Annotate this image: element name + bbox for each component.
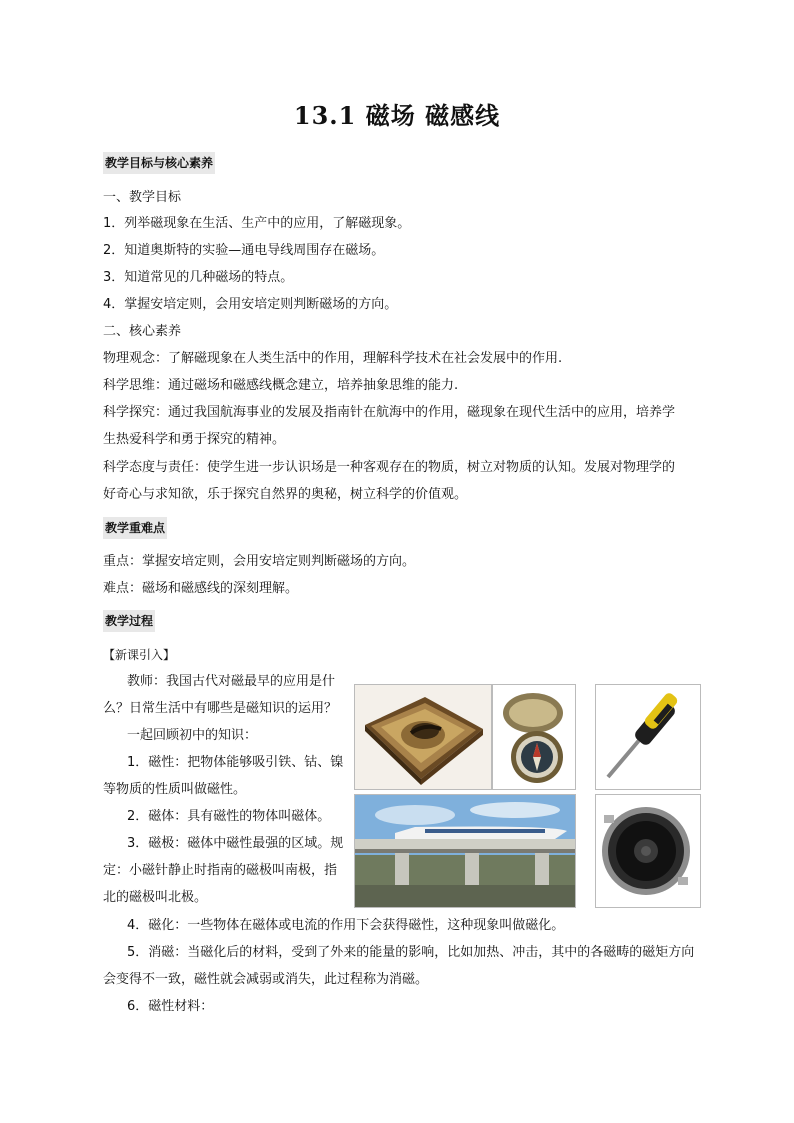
screwdriver-image <box>595 684 701 790</box>
review-intro: 一起回顾初中的知识： <box>127 728 258 743</box>
speaker-image <box>595 794 701 908</box>
pocket-compass-image <box>492 684 576 790</box>
demagnetization-line-2: 会变得不一致，磁性就会减弱或消失，此过程称为消磁。 <box>103 972 429 987</box>
goal-item-2: 2．知道奥斯特的实验—通电导线周围存在磁场。 <box>103 243 385 258</box>
teacher-question-line-1: 教师：我国古代对磁最早的应用是什 <box>127 674 336 689</box>
teacher-question-line-2: 么？日常生活中有哪些是磁知识的运用？ <box>103 701 338 716</box>
core-item-2: 科学思维：通过磁场和磁感线概念建立，培养抽象思维的能力. <box>103 378 459 393</box>
new-lesson-intro-label: 【新课引入】 <box>103 648 176 662</box>
section-heading-keypoints: 教学重难点 <box>103 517 167 539</box>
magnetic-pole-line-3: 北的磁极叫北极。 <box>103 890 208 905</box>
magnetism-line-1: 1．磁性：把物体能够吸引铁、钴、镍 <box>127 755 344 770</box>
goals-heading-2: 二、核心素养 <box>103 324 182 339</box>
magnetic-materials-heading: 6．磁性材料： <box>127 999 214 1014</box>
page-title: 13.1 磁场 磁感线 <box>293 101 501 130</box>
magnetism-line-2: 等物质的性质叫做磁性。 <box>103 782 247 797</box>
goal-item-4: 4．掌握安培定则，会用安培定则判断磁场的方向。 <box>103 297 398 312</box>
section-heading-goals: 教学目标与核心素养 <box>103 152 215 174</box>
ancient-compass-image <box>354 684 492 790</box>
magnetic-pole-line-1: 3．磁极：磁体中磁性最强的区域。规 <box>127 836 344 851</box>
magnetization-definition: 4．磁化：一些物体在磁体或电流的作用下会获得磁性，这种现象叫做磁化。 <box>127 918 565 933</box>
keypoint-difficulty: 难点：磁场和磁感线的深刻理解。 <box>103 581 299 596</box>
core-item-4-line-1: 科学态度与责任：使学生进一步认识场是一种客观存在的物质，树立对物质的认知。发展对物理学的 <box>103 460 676 475</box>
magnet-definition: 2．磁体：具有磁性的物体叫磁体。 <box>127 809 331 824</box>
goal-item-3: 3．知道常见的几种磁场的特点。 <box>103 270 294 285</box>
core-item-3-line-2: 生热爱科学和勇于探究的精神。 <box>103 432 286 447</box>
core-item-3-line-1: 科学探究：通过我国航海事业的发展及指南针在航海中的作用，磁现象在现代生活中的应用，培养学 <box>103 405 676 420</box>
core-item-4-line-2: 好奇心与求知欲，乐于探究自然界的奥秘，树立科学的价值观。 <box>103 487 468 502</box>
goal-item-1: 1．列举磁现象在生活、生产中的应用，了解磁现象。 <box>103 216 411 231</box>
goals-heading-1: 一、教学目标 <box>103 190 182 205</box>
keypoint-focus: 重点：掌握安培定则，会用安培定则判断磁场的方向。 <box>103 554 416 569</box>
demagnetization-line-1: 5．消磁：当磁化后的材料，受到了外来的能量的影响，比如加热、冲击，其中的各磁畴的磁矩方向 <box>127 945 695 960</box>
section-heading-process: 教学过程 <box>103 610 155 632</box>
maglev-train-image <box>354 794 576 908</box>
core-item-1: 物理观念：了解磁现象在人类生活中的作用，理解科学技术在社会发展中的作用. <box>103 351 563 366</box>
magnetic-pole-line-2: 定：小磁针静止时指南的磁极叫南极，指 <box>103 863 338 878</box>
